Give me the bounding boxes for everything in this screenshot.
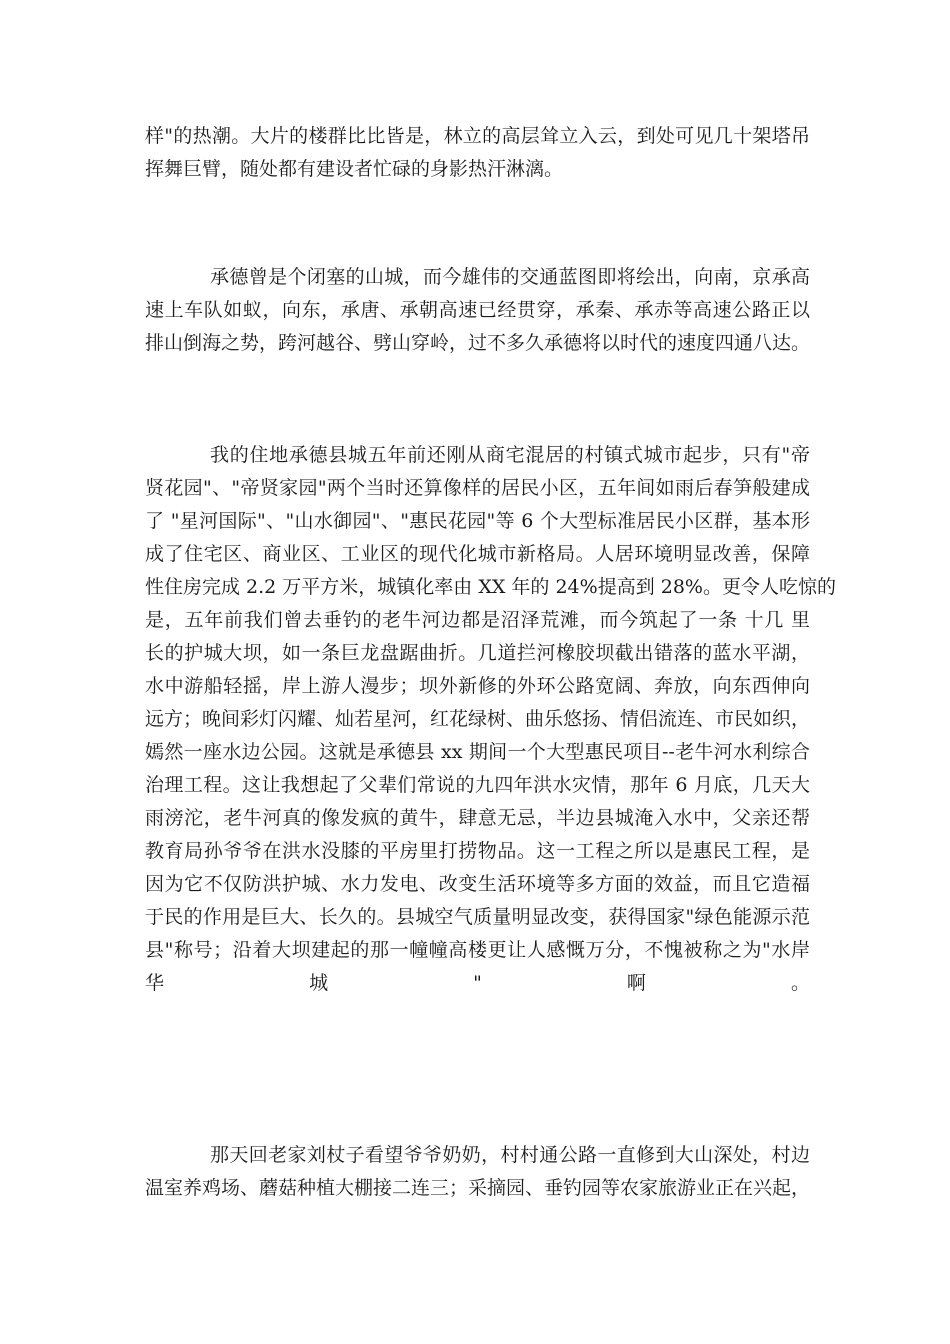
text-line: 挥舞巨臂，随处都有建设者忙碌的身影热汗淋漓。 [145,158,564,180]
text-line: 性住房完成 2.2 万平方米，城镇化率由 XX 年的 24%提高到 28%。更令人吃惊的 [145,576,836,598]
paragraph-4 [145,1139,810,1205]
text-line: 了 "星河国际"、"山水御园"、"惠民花园"等 6 个大型标准居民小区群，基本形 [145,510,810,532]
text-line: 远方；晚间彩灯闪耀、灿若星河，红花绿树、曲乐悠扬、情侣流连、市民如织， [145,708,811,730]
paragraph-2 [145,261,810,360]
text-line: 水中游船轻摇，岸上游人漫步；坝外新修的外环公路宽阔、奔放，向东西伸向 [145,675,810,697]
text-line: 成了住宅区、商业区、工业区的现代化城市新格局。人居环境明显改善，保障 [145,543,810,565]
text-line: 那天回老家刘杖子看望爷爷奶奶，村村通公路一直修到大山深处，村边 [210,1144,810,1166]
text-line: 县"称号；沿着大坝建起的那一幢幢高楼更让人感慨万分，不愧被称之为"水岸 [145,939,810,961]
text-line: 样"的热潮。大片的楼群比比皆是，林立的高层耸立入云，到处可见几十架塔吊 [145,125,810,147]
text-line: 是，五年前我们曾去垂钓的老牛河边都是沼泽荒滩，而今筑起了一条 十几 里 [145,609,810,631]
text-line: 因为它不仅防洪护城、水力发电、改变生活环境等多方面的效益，而且它造福 [145,873,810,895]
text-line: 嫣然一座水边公园。这就是承德县 xx 期间一个大型惠民项目--老牛河水利综合 [145,741,810,763]
text-line: 华城"啊。 [145,972,810,994]
text-line: 治理工程。这让我想起了父辈们常说的九四年洪水灾情，那年 6 月底，几天大 [145,774,810,796]
text-line: 长的护城大坝，如一条巨龙盘踞曲折。几道拦河橡胶坝截出错落的蓝水平湖， [145,642,810,664]
text-line: 承德曾是个闭塞的山城，而今雄伟的交通蓝图即将绘出，向南，京承高 [210,266,810,288]
text-line: 我的住地承德县城五年前还刚从商宅混居的村镇式城市起步，只有"帝 [210,444,810,466]
text-line: 雨滂沱，老牛河真的像发疯的黄牛，肆意无忌，半边县城淹入水中，父亲还帮 [145,807,810,829]
text-line: 温室养鸡场、蘑菇种植大棚接二连三；采摘园、垂钓园等农家旅游业正在兴起， [145,1177,811,1199]
text-line: 于民的作用是巨大、长久的。县城空气质量明显改变，获得国家"绿色能源示范 [145,906,810,928]
paragraph-1 [145,120,810,186]
paragraph-3 [145,439,836,1000]
text-line: 速上车队如蚁，向东，承唐、承朝高速已经贯穿，承秦、承赤等高速公路正以 [145,299,810,321]
text-line: 教育局孙爷爷在洪水没膝的平房里打捞物品。这一工程之所以是惠民工程，是 [145,840,810,862]
text-line: 贤花园"、"帝贤家园"两个当时还算像样的居民小区，五年间如雨后春笋般建成 [145,477,810,499]
text-line: 排山倒海之势，跨河越谷、劈山穿岭，过不多久承德将以时代的速度四通八达。 [145,332,811,354]
